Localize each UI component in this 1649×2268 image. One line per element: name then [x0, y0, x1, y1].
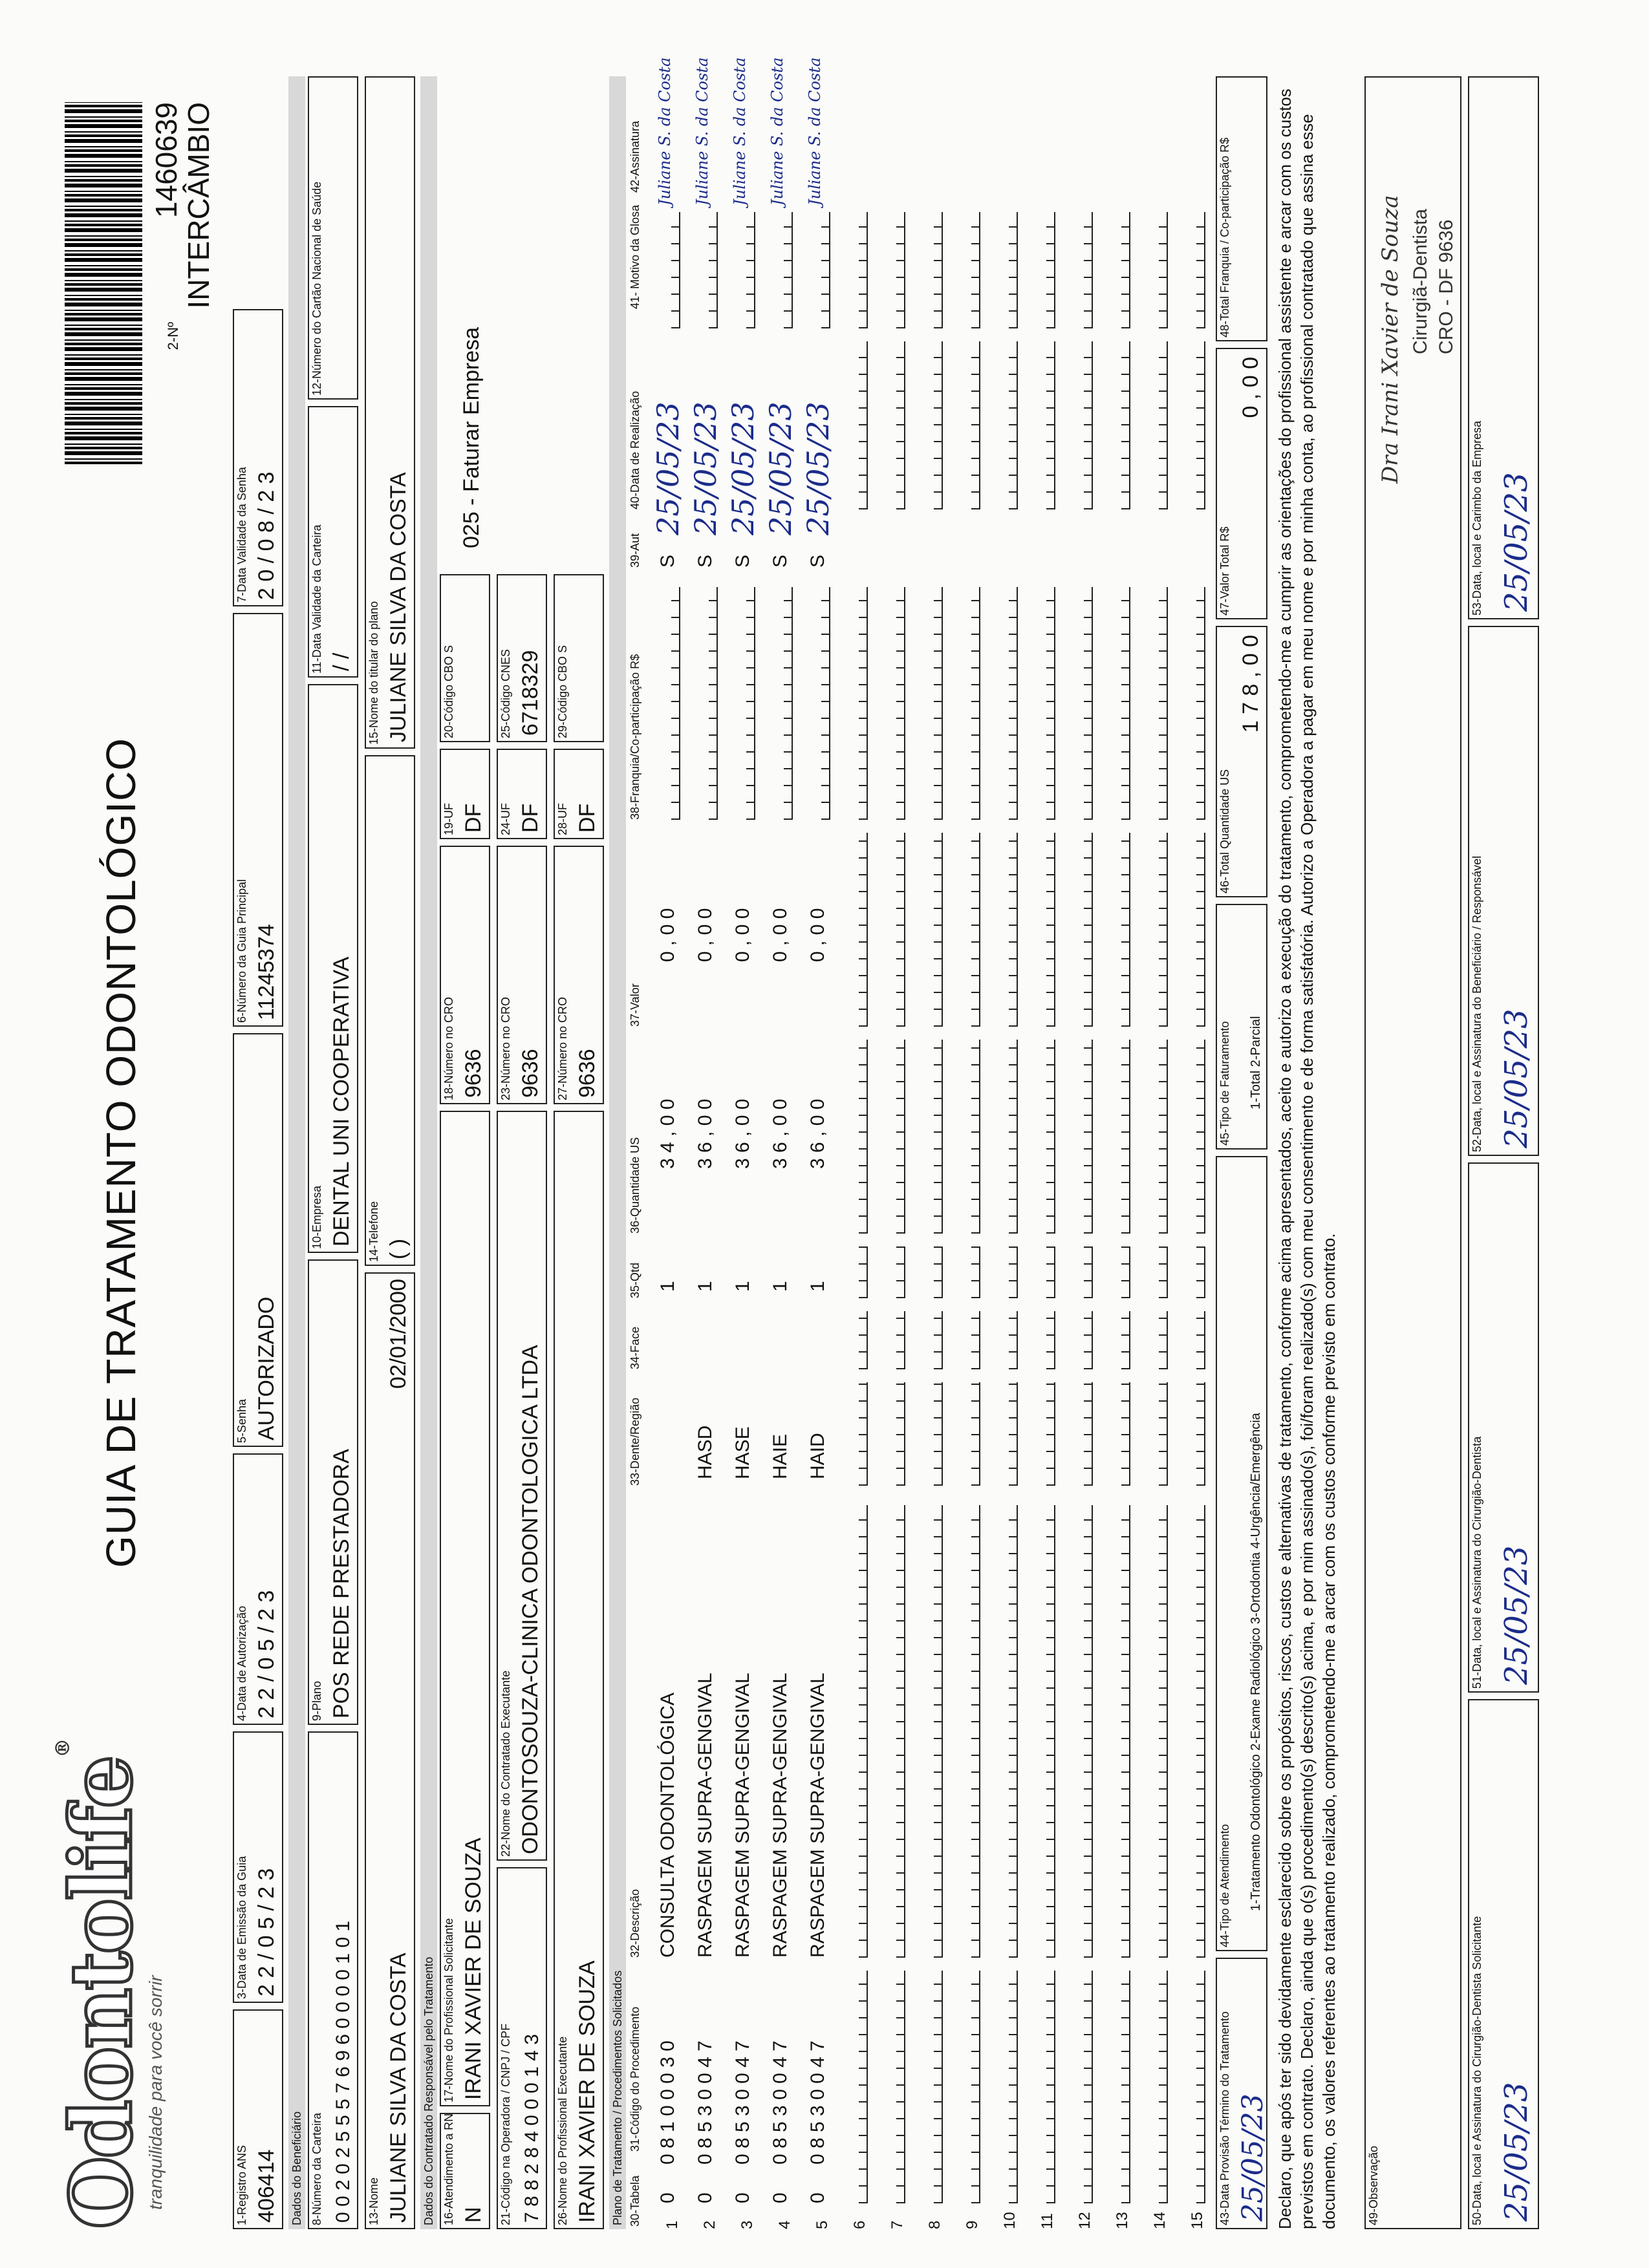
row-descricao	[847, 1505, 868, 1958]
row-face	[1110, 1311, 1130, 1369]
row-face	[1185, 1311, 1205, 1369]
col-descricao: 32-Descrição	[629, 1888, 641, 1958]
row-dente	[960, 1382, 980, 1486]
row-data	[922, 341, 943, 509]
row-franquia	[1035, 587, 1055, 820]
row-number: 5	[814, 2220, 831, 2229]
row-codigo	[1185, 1971, 1205, 2203]
row-assinatura: Juliane S. da Costa	[656, 57, 674, 206]
field-titular: 15-Nome do titular do plano JULIANE SILVA DA COSTA	[365, 76, 415, 749]
row-qtd: 1	[732, 1281, 753, 1292]
row-descricao	[1072, 1505, 1093, 1958]
field-plano: 9-Plano POS REDE PRESTADORA	[308, 1259, 358, 1725]
field-cbo: 20-Código CBO S	[440, 574, 490, 742]
row-number: 4	[776, 2220, 793, 2229]
row-valor	[1110, 833, 1130, 1027]
row-data: 25/05/23	[763, 401, 798, 535]
table-row	[797, 57, 835, 2229]
field-termino: 43-Data Provisão Término do Tratamento 25/05/23	[1216, 1958, 1267, 2229]
row-codigo	[847, 1971, 868, 2203]
row-data	[1035, 341, 1055, 509]
row-valor: 0 , 0 0	[732, 908, 753, 962]
col-face: 34-Face	[629, 1326, 641, 1369]
row-qtd	[1110, 1246, 1130, 1298]
row-us	[885, 1040, 905, 1234]
row-tabela: 0	[732, 2192, 753, 2203]
field-cro: 18-Número no CRO 9636	[440, 846, 490, 1104]
row-valor	[997, 833, 1018, 1027]
table-row	[722, 57, 760, 2229]
row-data: 25/05/23	[726, 401, 760, 535]
col-qtd: 35-Qtd	[629, 1262, 641, 1298]
row-qtd	[1185, 1246, 1205, 1298]
row-glosa	[885, 212, 905, 328]
logo-tagline: tranquilidade para você sorrir	[146, 1975, 166, 2210]
field-tipo-atendimento: 44-Tipo de Atendimento 1-Tratamento Odontológico 2-Exame Radiológico 3-Ortodontia 4-Urgência/Emergência	[1216, 1156, 1267, 1951]
row-number: 2	[701, 2220, 718, 2229]
row-face	[1035, 1311, 1055, 1369]
section-contratado: Dados do Contratado Responsável pelo Tratamento	[420, 76, 437, 2229]
row-franquia	[735, 587, 755, 820]
row-us	[847, 1040, 868, 1234]
row-data	[1185, 341, 1205, 509]
row-descricao	[1110, 1505, 1130, 1958]
table-row	[872, 76, 909, 2229]
row-face	[997, 1311, 1018, 1369]
row-assinatura: Juliane S. da Costa	[768, 57, 786, 206]
row-qtd	[922, 1246, 943, 1298]
row-qtd	[960, 1246, 980, 1298]
row-franquia	[1147, 587, 1168, 820]
row-dente	[1147, 1382, 1168, 1486]
row-number: 13	[1114, 2212, 1131, 2229]
table-row	[947, 76, 984, 2229]
col-dente: 33-Dente/Região	[629, 1397, 641, 1486]
row-valor	[960, 833, 980, 1027]
row-us: 3 6 , 0 0	[695, 1098, 716, 1169]
field-valor-total: 47-Valor Total R$ 0 , 0 0	[1216, 348, 1267, 619]
row-glosa	[847, 212, 868, 328]
signature-53: 53-Data, local e Carimbo da Empresa 25/05/23	[1468, 76, 1539, 619]
row-valor	[1035, 833, 1055, 1027]
row-assinatura: Juliane S. da Costa	[731, 57, 749, 206]
row-descricao	[997, 1505, 1018, 1958]
field-senha: 5-Senha AUTORIZADO	[233, 1033, 283, 1447]
table-row	[1134, 76, 1172, 2229]
row-aut: S	[807, 554, 828, 568]
guide-number: 1460639	[149, 102, 183, 219]
row-dente	[1185, 1382, 1205, 1486]
field-uf3: 28-UF DF	[554, 749, 604, 839]
row-tabela: 0	[695, 2192, 716, 2203]
row-face	[922, 1311, 943, 1369]
signature-51: 51-Data, local e Assinatura do Cirurgião-Dentista 25/05/23	[1468, 1162, 1539, 1693]
row-descricao	[1185, 1505, 1205, 1958]
dentist-stamp-name: Dra Irani Xavier de Souza	[1377, 195, 1403, 484]
row-codigo	[1035, 1971, 1055, 2203]
row-us	[1185, 1040, 1205, 1234]
field-rn: 16-Atendimento a RN N	[440, 2113, 490, 2229]
row-data: 25/05/23	[688, 401, 723, 535]
field-uf2: 24-UF DF	[497, 749, 547, 839]
row-franquia	[997, 587, 1018, 820]
signature-52: 52-Data, local e Assinatura do Beneficiário / Responsável 25/05/23	[1468, 626, 1539, 1156]
row-aut: S	[657, 554, 678, 568]
row-qtd	[1035, 1246, 1055, 1298]
row-data	[997, 341, 1018, 509]
field-total-us: 46-Total Quantidade US 1 7 8 , 0 0	[1216, 626, 1267, 897]
col-aut: 39-Aut	[629, 533, 641, 568]
row-data	[1147, 341, 1168, 509]
row-face	[847, 1311, 868, 1369]
field-cro3: 27-Número no CRO 9636	[554, 846, 604, 1104]
row-number: 9	[964, 2220, 981, 2229]
field-carteira: 8-Número da Carteira 0 0 2 0 2 5 5 5 7 6 9 6 0 0 0 0 1 0 1	[308, 1731, 358, 2229]
field-cnes: 25-Código CNES 6718329	[497, 574, 547, 742]
row-valor	[1147, 833, 1168, 1027]
table-row	[759, 57, 798, 2229]
row-glosa	[772, 212, 793, 328]
row-dente: HASE	[732, 1426, 753, 1479]
row-us: 3 6 , 0 0	[807, 1098, 828, 1169]
row-assinatura: Juliane S. da Costa	[693, 57, 711, 206]
row-aut: S	[695, 554, 716, 568]
row-valor: 0 , 0 0	[695, 908, 716, 962]
row-codigo: 0 8 5 3 0 0 4 7	[695, 2040, 716, 2165]
row-qtd	[885, 1246, 905, 1298]
table-row	[984, 76, 1022, 2229]
row-glosa	[697, 212, 718, 328]
row-codigo	[997, 1971, 1018, 2203]
row-qtd	[997, 1246, 1018, 1298]
row-dente: HAID	[807, 1433, 828, 1479]
row-codigo	[1110, 1971, 1130, 2203]
row-descricao	[922, 1505, 943, 1958]
row-qtd	[847, 1246, 868, 1298]
row-dente: HASD	[695, 1425, 716, 1479]
field-validade-carteira: 11-Data Validade da Carteira / /	[308, 406, 358, 678]
row-dente	[1110, 1382, 1130, 1486]
row-valor: 0 , 0 0	[770, 908, 791, 962]
row-valor	[1072, 833, 1093, 1027]
row-franquia	[660, 587, 680, 820]
row-franquia	[885, 587, 905, 820]
row-face	[1147, 1311, 1168, 1369]
row-franquia	[810, 587, 830, 820]
row-descricao	[885, 1505, 905, 1958]
row-codigo: 0 8 5 3 0 0 4 7	[807, 2040, 828, 2165]
field-observacao: 49-Observação	[1364, 76, 1461, 2229]
row-glosa	[922, 212, 943, 328]
row-codigo: 0 8 5 3 0 0 4 7	[770, 2040, 791, 2165]
dentist-stamp-title: Cirurgiã-Dentista	[1410, 208, 1431, 354]
row-descricao: RASPAGEM SUPRA-GENGIVAL	[770, 1673, 791, 1958]
row-qtd: 1	[695, 1281, 716, 1292]
row-dente	[1035, 1382, 1055, 1486]
row-codigo	[1072, 1971, 1093, 2203]
row-codigo	[885, 1971, 905, 2203]
row-tabela: 0	[657, 2192, 678, 2203]
field-contratado-nome: 22-Nome do Contratado Executante ODONTOSOUZA-CLINICA ODONTOLOGICA LTDA	[497, 1111, 547, 1861]
row-dente	[922, 1382, 943, 1486]
row-valor	[885, 833, 905, 1027]
row-glosa	[660, 212, 680, 328]
row-glosa	[1185, 212, 1205, 328]
row-aut: S	[770, 554, 791, 568]
col-codigo: 31-Código do Procedimento	[629, 2006, 641, 2152]
dentist-stamp-cro: CRO - DF 9636	[1436, 219, 1457, 354]
row-us: 3 6 , 0 0	[770, 1098, 791, 1169]
field-autorizacao: 4-Data de Autorização 2 2 / 0 5 / 2 3	[233, 1453, 283, 1725]
row-descricao	[1147, 1505, 1168, 1958]
row-glosa	[1110, 212, 1130, 328]
col-data: 40-Data de Realização	[629, 390, 641, 509]
signature-50: 50-Data, local e Assinatura do Cirurgião-Dentista Solicitante 25/05/23	[1468, 1699, 1539, 2229]
row-us: 3 4 , 0 0	[657, 1098, 678, 1169]
table-row	[1022, 76, 1059, 2229]
row-us	[997, 1040, 1018, 1234]
field-executante: 26-Nome do Profissional Executante IRANI XAVIER DE SOUZA	[554, 1111, 604, 2229]
row-franquia	[922, 587, 943, 820]
row-valor: 0 , 0 0	[807, 908, 828, 962]
field-validade-senha: 7-Data Validade da Senha 2 0 / 0 8 / 2 3	[233, 309, 283, 606]
field-cns: 12-Número do Cartão Nacional de Saúde	[308, 76, 358, 400]
row-us	[922, 1040, 943, 1234]
col-us: 36-Quantidade US	[629, 1137, 641, 1234]
row-valor	[922, 833, 943, 1027]
field-cnpj: 21-Código na Operadora / CNPJ / CPF 7 8 8 2 8 4 0 0 0 1 4 3	[497, 1867, 547, 2229]
row-data: 25/05/23	[801, 401, 835, 535]
col-valor: 37-Valor	[629, 983, 641, 1027]
page-title: GUIA DE TRATAMENTO ODONTOLÓGICO	[98, 738, 144, 1568]
row-franquia	[772, 587, 793, 820]
row-glosa	[810, 212, 830, 328]
row-glosa	[997, 212, 1018, 328]
row-franquia	[1072, 587, 1093, 820]
row-descricao: RASPAGEM SUPRA-GENGIVAL	[695, 1673, 716, 1958]
row-franquia	[697, 587, 718, 820]
row-data: 25/05/23	[651, 401, 685, 535]
field-profissional: 17-Nome do Profissional Solicitante IRANI XAVIER DE SOUZA	[440, 1111, 490, 2106]
field-cbo3: 29-Código CBO S	[554, 574, 604, 742]
row-us	[1147, 1040, 1168, 1234]
row-valor	[1185, 833, 1205, 1027]
row-number: 7	[889, 2220, 906, 2229]
billing-mode: 025 - Faturar Empresa	[459, 326, 484, 548]
row-codigo	[1147, 1971, 1168, 2203]
row-glosa	[1147, 212, 1168, 328]
row-face	[1072, 1311, 1093, 1369]
table-row	[1097, 76, 1134, 2229]
row-franquia	[847, 587, 868, 820]
row-glosa	[1072, 212, 1093, 328]
declaration-text: Declaro, que após ter sido devidamente esclarecido sobre os propósitos, riscos, custos e alternativas de tratamento, conforme acima apresentados, aceito e autorizo a execução do tratamento, comprometendo-me a cumprir as orientações do profissional assistente e arcar com os custos previstos em contrato. Declaro, ainda que o(s) procedimento(s) descrito(s) acima, e por mim assinado(s), foi/foram realizado(s) com meu consentimento e de forma satisfatória. Autorizo a Operadora a pagar em meu nome e por minha conta, ao profissional contratado que assina esse documento, os valores referentes ao tratamento realizado, comprometendo-me a arcar com os custos conforme previsto em contrato.	[1275, 89, 1339, 2229]
row-descricao: CONSULTA ODONTOLÓGICA	[657, 1692, 678, 1958]
row-aut: S	[732, 554, 753, 568]
row-qtd: 1	[807, 1281, 828, 1292]
row-glosa	[960, 212, 980, 328]
row-tabela: 0	[807, 2192, 828, 2203]
via-number: 2-Nº	[165, 322, 181, 350]
table-row	[909, 76, 947, 2229]
row-dente	[997, 1382, 1018, 1486]
row-glosa	[1035, 212, 1055, 328]
row-us: 3 6 , 0 0	[732, 1098, 753, 1169]
field-uf: 19-UF DF	[440, 749, 490, 839]
row-dente	[1072, 1382, 1093, 1486]
row-codigo	[960, 1971, 980, 2203]
row-number: 8	[926, 2220, 943, 2229]
row-number: 3	[738, 2220, 756, 2229]
table-row	[1059, 76, 1097, 2229]
col-tabela: 30-Tabela	[629, 2175, 641, 2227]
row-dente: HAIE	[770, 1433, 791, 1479]
row-number: 6	[851, 2220, 868, 2229]
row-us	[960, 1040, 980, 1234]
row-dente	[885, 1382, 905, 1486]
section-plano-tratamento: Plano de Tratamento / Procedimentos Solicitados	[609, 76, 626, 2229]
barcode-icon	[65, 102, 142, 464]
field-ans: 1-Registro ANS 406414	[233, 2009, 283, 2229]
row-franquia	[1185, 587, 1205, 820]
table-row	[1172, 76, 1209, 2229]
odontolife-logo: Odontolife®	[52, 1740, 151, 2229]
row-codigo: 0 8 1 0 0 0 3 0	[657, 2040, 678, 2165]
row-assinatura: Juliane S. da Costa	[806, 57, 824, 206]
table-row	[834, 76, 872, 2229]
field-cro2: 23-Número no CRO 9636	[497, 846, 547, 1104]
row-qtd	[1072, 1246, 1093, 1298]
row-qtd	[1147, 1246, 1168, 1298]
row-data	[885, 341, 905, 509]
row-data	[847, 341, 868, 509]
row-franquia	[960, 587, 980, 820]
row-descricao	[960, 1505, 980, 1958]
field-tipo-faturamento: 45-Tipo de Faturamento 1-Total 2-Parcial	[1216, 904, 1267, 1150]
row-qtd: 1	[770, 1281, 791, 1292]
table-row	[647, 57, 685, 2229]
row-valor: 0 , 0 0	[657, 908, 678, 962]
row-tabela: 0	[770, 2192, 791, 2203]
row-dente	[847, 1382, 868, 1486]
field-franquia: 48-Total Franquia / Co-participação R$	[1216, 76, 1267, 341]
row-franquia	[1110, 587, 1130, 820]
row-number: 15	[1189, 2212, 1206, 2229]
row-data	[1072, 341, 1093, 509]
row-valor	[847, 833, 868, 1027]
row-face	[960, 1311, 980, 1369]
row-number: 11	[1039, 2213, 1056, 2229]
row-face	[885, 1311, 905, 1369]
row-us	[1072, 1040, 1093, 1234]
row-qtd: 1	[657, 1281, 678, 1292]
birth-date: 02/01/2000	[386, 1279, 411, 1389]
field-nome: 13-Nome JULIANE SILVA DA COSTA 02/01/2000	[365, 1272, 415, 2229]
row-number: 14	[1151, 2212, 1169, 2229]
row-us	[1035, 1040, 1055, 1234]
row-glosa	[735, 212, 755, 328]
section-beneficiario: Dados do Beneficiário	[288, 76, 305, 2229]
row-codigo	[922, 1971, 943, 2203]
row-data	[1110, 341, 1130, 509]
row-us	[1110, 1040, 1130, 1234]
col-assinatura: 42-Assinatura	[629, 120, 641, 193]
field-emissao: 3-Data de Emissão da Guia 2 2 / 0 5 / 2 3	[233, 1731, 283, 2003]
row-codigo: 0 8 5 3 0 0 4 7	[732, 2040, 753, 2165]
guide-type: INTERCÂMBIO	[182, 102, 215, 309]
field-empresa: 10-Empresa DENTAL UNI COOPERATIVA	[308, 684, 358, 1253]
row-descricao: RASPAGEM SUPRA-GENGIVAL	[732, 1673, 753, 1958]
row-descricao: RASPAGEM SUPRA-GENGIVAL	[807, 1673, 828, 1958]
table-row	[684, 57, 723, 2229]
row-data	[960, 341, 980, 509]
col-franquia: 38-Franquia/Co-participação R$	[629, 654, 641, 820]
row-descricao	[1035, 1505, 1055, 1958]
field-telefone: 14-Telefone ( )	[365, 755, 415, 1266]
row-number: 10	[1001, 2212, 1018, 2229]
row-number: 12	[1076, 2212, 1094, 2229]
row-number: 1	[663, 2220, 681, 2229]
col-glosa: 41- Motivo da Glosa	[629, 204, 641, 309]
field-guia-principal: 6-Número da Guia Principal 11245374	[233, 613, 283, 1027]
